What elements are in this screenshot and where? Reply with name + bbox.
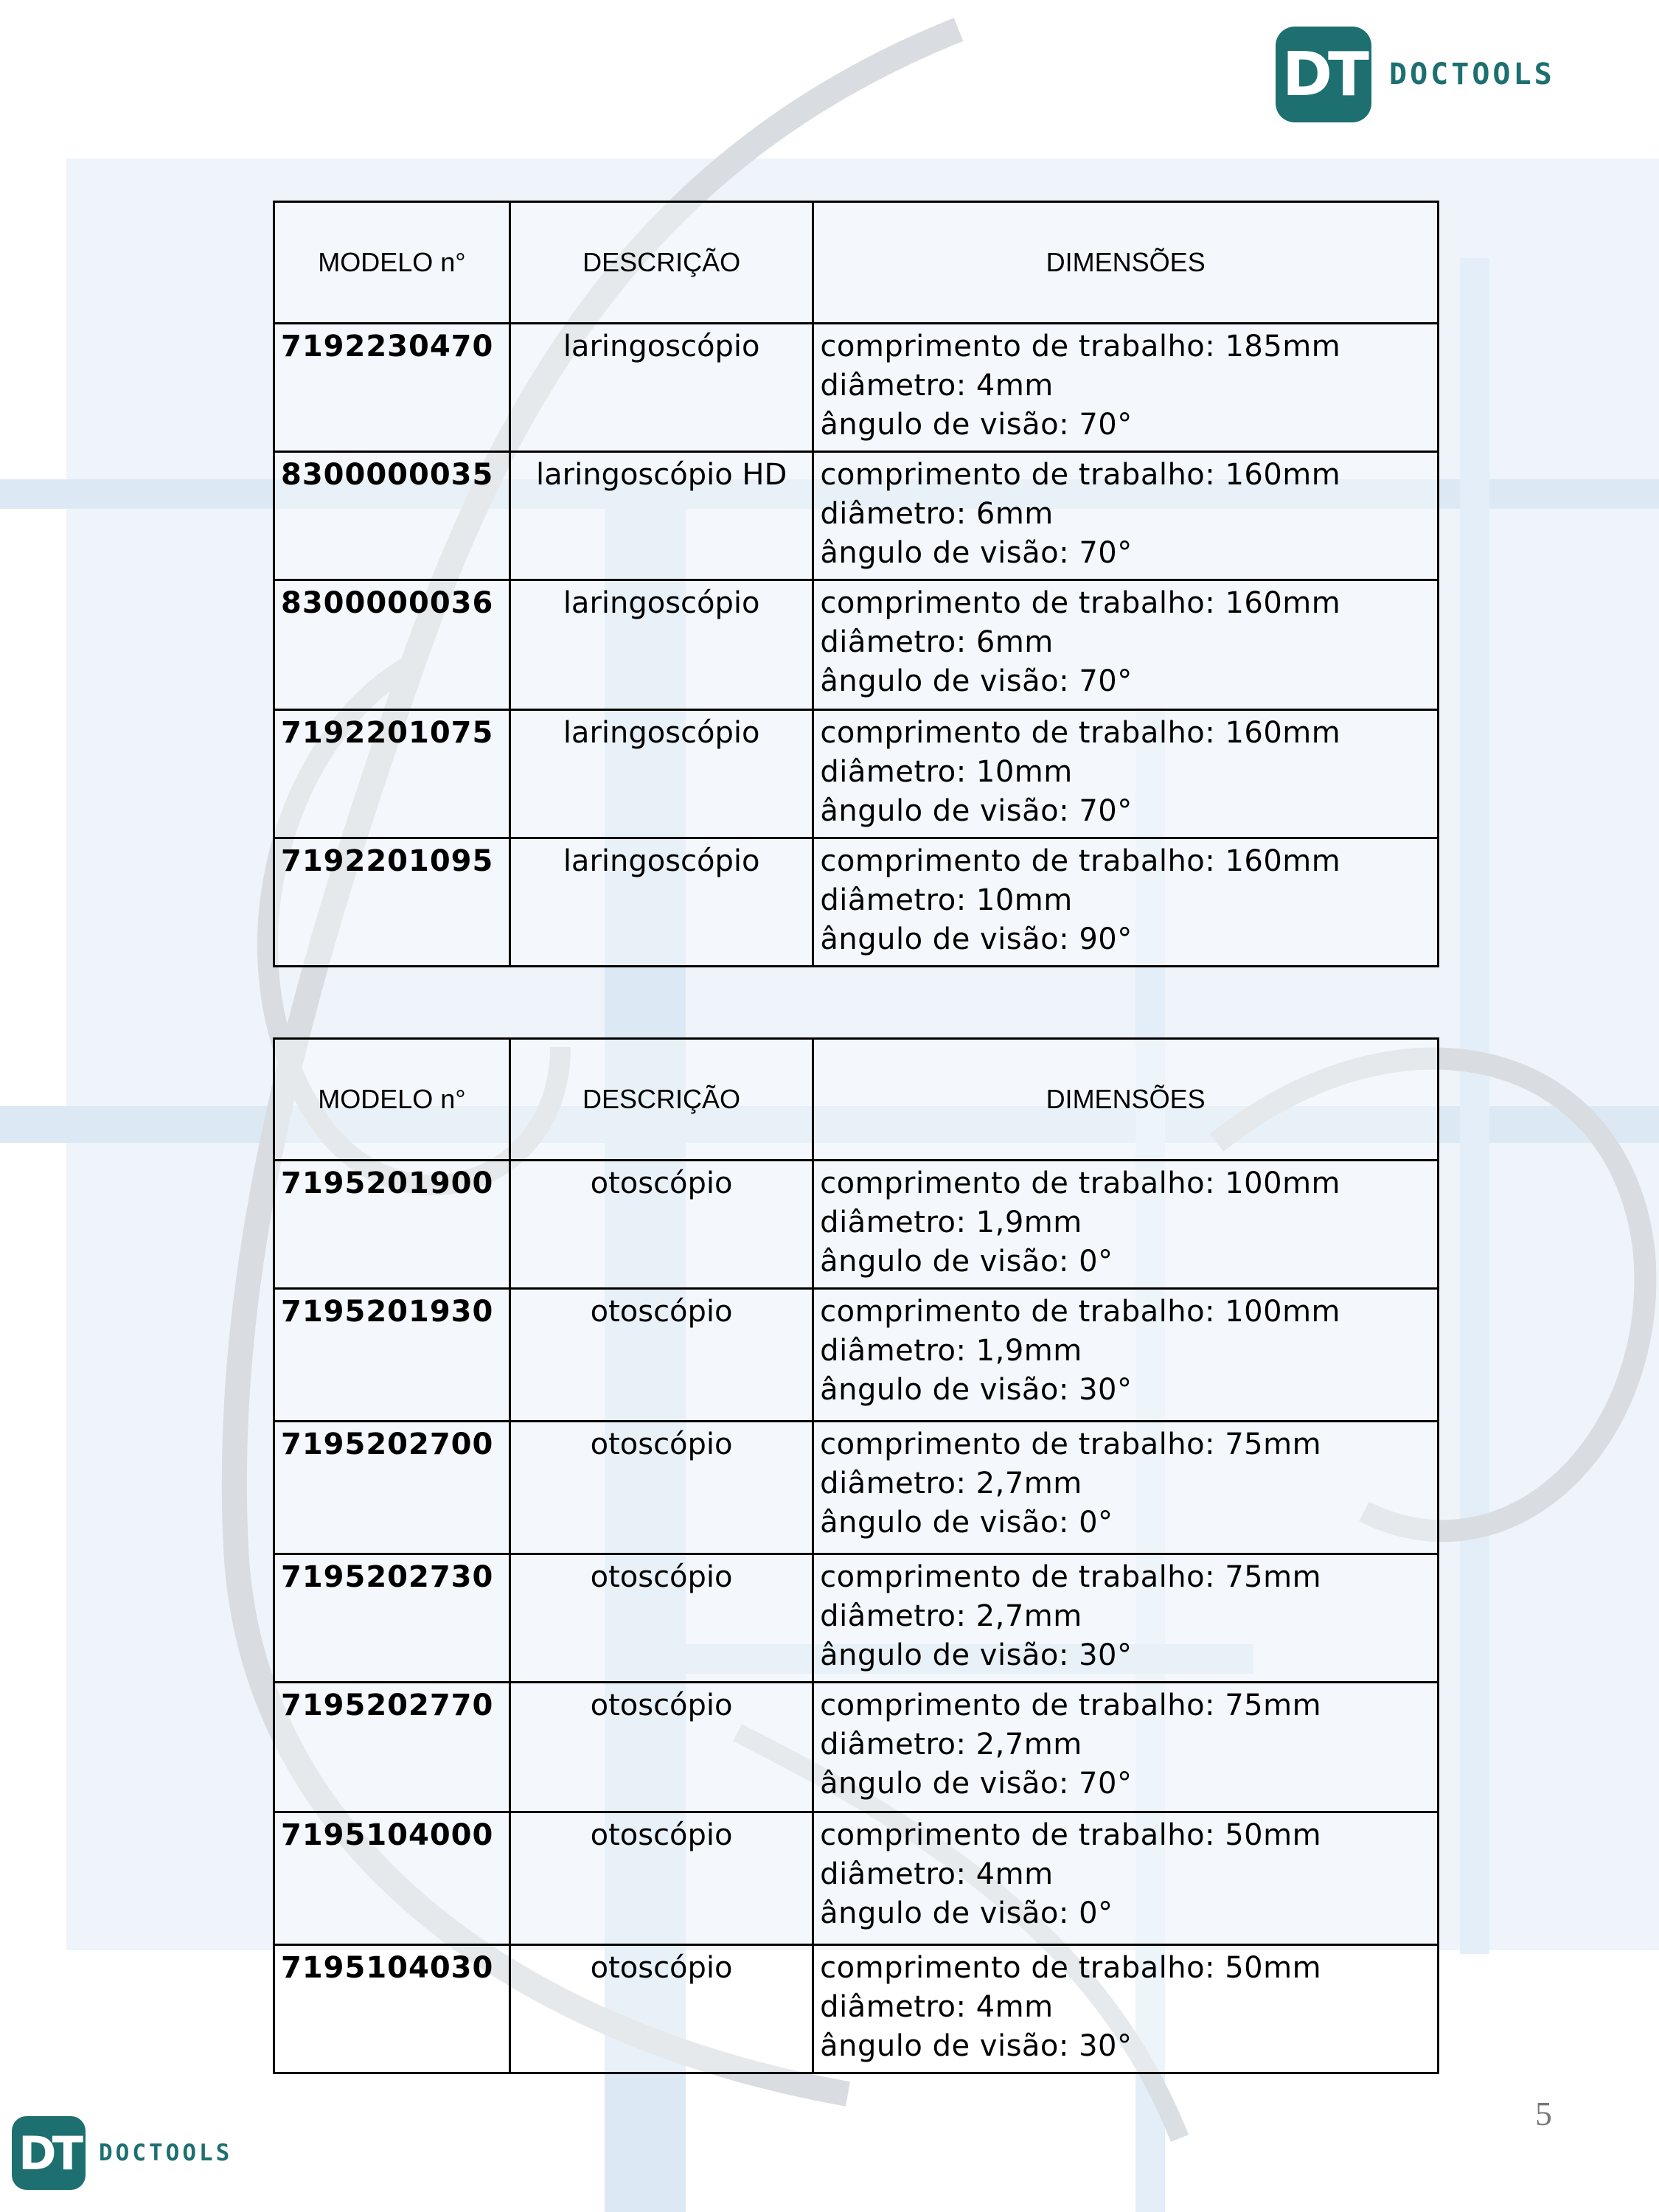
description: otoscópio xyxy=(509,1812,813,1945)
dimension-line: diâmetro: 10mm xyxy=(820,755,1073,789)
table-row xyxy=(274,1289,1439,1422)
dimensions xyxy=(813,1812,1439,1945)
table-row xyxy=(274,580,1439,710)
dimension-line: comprimento de trabalho: 100mm xyxy=(820,1295,1341,1329)
header-model: MODELO n° xyxy=(274,202,510,324)
dimension-line: ângulo de visão: 70° xyxy=(820,536,1133,570)
model-number: 8300000036 xyxy=(274,580,510,710)
dimension-line: comprimento de trabalho: 75mm xyxy=(820,1688,1322,1722)
dimensions xyxy=(813,1161,1439,1289)
header-dimensions: DIMENSÕES xyxy=(813,202,1439,324)
dimension-line: comprimento de trabalho: 75mm xyxy=(820,1427,1322,1461)
dimension-line: diâmetro: 2,7mm xyxy=(820,1728,1082,1761)
dimension-line: comprimento de trabalho: 50mm xyxy=(820,1951,1322,1985)
logo-mark: DT xyxy=(12,2116,86,2190)
dimension-line: diâmetro: 4mm xyxy=(820,1990,1054,2024)
table-header-row xyxy=(274,202,1439,324)
table-header-row xyxy=(274,1039,1439,1161)
model-number: 7195202700 xyxy=(274,1422,510,1554)
model-number: 7192201095 xyxy=(274,838,510,967)
dimension-line: ângulo de visão: 30° xyxy=(820,2029,1133,2063)
dimension-line: comprimento de trabalho: 160mm xyxy=(820,716,1341,750)
table-row xyxy=(274,452,1439,580)
dimension-line: comprimento de trabalho: 160mm xyxy=(820,844,1341,878)
dimensions xyxy=(813,1422,1439,1554)
header-description: DESCRIÇÃO xyxy=(509,1039,813,1161)
description: otoscópio xyxy=(509,1422,813,1554)
dimension-line: diâmetro: 1,9mm xyxy=(820,1206,1082,1239)
dimension-line: ângulo de visão: 30° xyxy=(820,1638,1133,1672)
header-logo xyxy=(1276,27,1555,122)
dimensions xyxy=(813,838,1439,967)
dimension-line: comprimento de trabalho: 50mm xyxy=(820,1818,1322,1852)
dimension-line: comprimento de trabalho: 100mm xyxy=(820,1166,1341,1200)
dimension-line: diâmetro: 2,7mm xyxy=(820,1467,1082,1500)
dimension-line: diâmetro: 4mm xyxy=(820,1857,1054,1891)
description: laringoscópio HD xyxy=(509,452,813,580)
otoscope-table xyxy=(273,1037,1439,2074)
description: laringoscópio xyxy=(509,324,813,452)
dimensions xyxy=(813,1554,1439,1683)
dimensions xyxy=(813,710,1439,838)
dimension-line: comprimento de trabalho: 185mm xyxy=(820,330,1341,364)
table-row xyxy=(274,1945,1439,2073)
model-number: 7195104000 xyxy=(274,1812,510,1945)
table-row xyxy=(274,1554,1439,1683)
dimension-line: ângulo de visão: 70° xyxy=(820,1767,1133,1801)
dimension-line: ângulo de visão: 0° xyxy=(820,1245,1113,1279)
dimension-line: comprimento de trabalho: 160mm xyxy=(820,586,1341,620)
page-number: 5 xyxy=(1535,2095,1552,2132)
model-number: 8300000035 xyxy=(274,452,510,580)
dimension-line: ângulo de visão: 70° xyxy=(820,794,1133,828)
description: otoscópio xyxy=(509,1289,813,1422)
dimension-line: comprimento de trabalho: 75mm xyxy=(820,1560,1322,1594)
table-row xyxy=(274,1161,1439,1289)
laryngoscope-table xyxy=(273,201,1439,967)
model-number: 7192230470 xyxy=(274,324,510,452)
description: laringoscópio xyxy=(509,580,813,710)
model-number: 7192201075 xyxy=(274,710,510,838)
model-number: 7195202770 xyxy=(274,1683,510,1812)
model-number: 7195202730 xyxy=(274,1554,510,1683)
dimension-line: ângulo de visão: 70° xyxy=(820,408,1133,442)
description: otoscópio xyxy=(509,1554,813,1683)
description: laringoscópio xyxy=(509,838,813,967)
dimension-line: diâmetro: 1,9mm xyxy=(820,1334,1082,1368)
header-description: DESCRIÇÃO xyxy=(509,202,813,324)
footer-logo xyxy=(12,2116,232,2190)
dimension-line: ângulo de visão: 70° xyxy=(820,664,1133,698)
table-row xyxy=(274,1422,1439,1554)
dimension-line: comprimento de trabalho: 160mm xyxy=(820,458,1341,492)
dimension-line: diâmetro: 2,7mm xyxy=(820,1599,1082,1633)
header-dimensions: DIMENSÕES xyxy=(813,1039,1439,1161)
dimension-line: ângulo de visão: 0° xyxy=(820,1506,1113,1540)
description: otoscópio xyxy=(509,1683,813,1812)
dimensions xyxy=(813,324,1439,452)
dimensions xyxy=(813,1289,1439,1422)
dimension-line: diâmetro: 6mm xyxy=(820,625,1054,659)
table-row xyxy=(274,838,1439,967)
header-model: MODELO n° xyxy=(274,1039,510,1161)
dimensions xyxy=(813,1945,1439,2073)
model-number: 7195201900 xyxy=(274,1161,510,1289)
table-row xyxy=(274,1812,1439,1945)
logo-mark: DT xyxy=(1276,27,1371,122)
dimension-line: diâmetro: 10mm xyxy=(820,883,1073,917)
dimension-line: ângulo de visão: 90° xyxy=(820,922,1133,956)
dimensions xyxy=(813,580,1439,710)
dimension-line: ângulo de visão: 0° xyxy=(820,1896,1113,1930)
description: otoscópio xyxy=(509,1161,813,1289)
table-row xyxy=(274,710,1439,838)
logo-text: DOCTOOLS xyxy=(1389,58,1555,91)
model-number: 7195104030 xyxy=(274,1945,510,2073)
dimensions xyxy=(813,1683,1439,1812)
dimension-line: ângulo de visão: 30° xyxy=(820,1373,1133,1407)
description: otoscópio xyxy=(509,1945,813,2073)
logo-text: DOCTOOLS xyxy=(99,2140,233,2166)
dimension-line: diâmetro: 4mm xyxy=(820,369,1054,403)
table-row xyxy=(274,324,1439,452)
dimensions xyxy=(813,452,1439,580)
dimension-line: diâmetro: 6mm xyxy=(820,497,1054,531)
description: laringoscópio xyxy=(509,710,813,838)
table-row xyxy=(274,1683,1439,1812)
model-number: 7195201930 xyxy=(274,1289,510,1422)
